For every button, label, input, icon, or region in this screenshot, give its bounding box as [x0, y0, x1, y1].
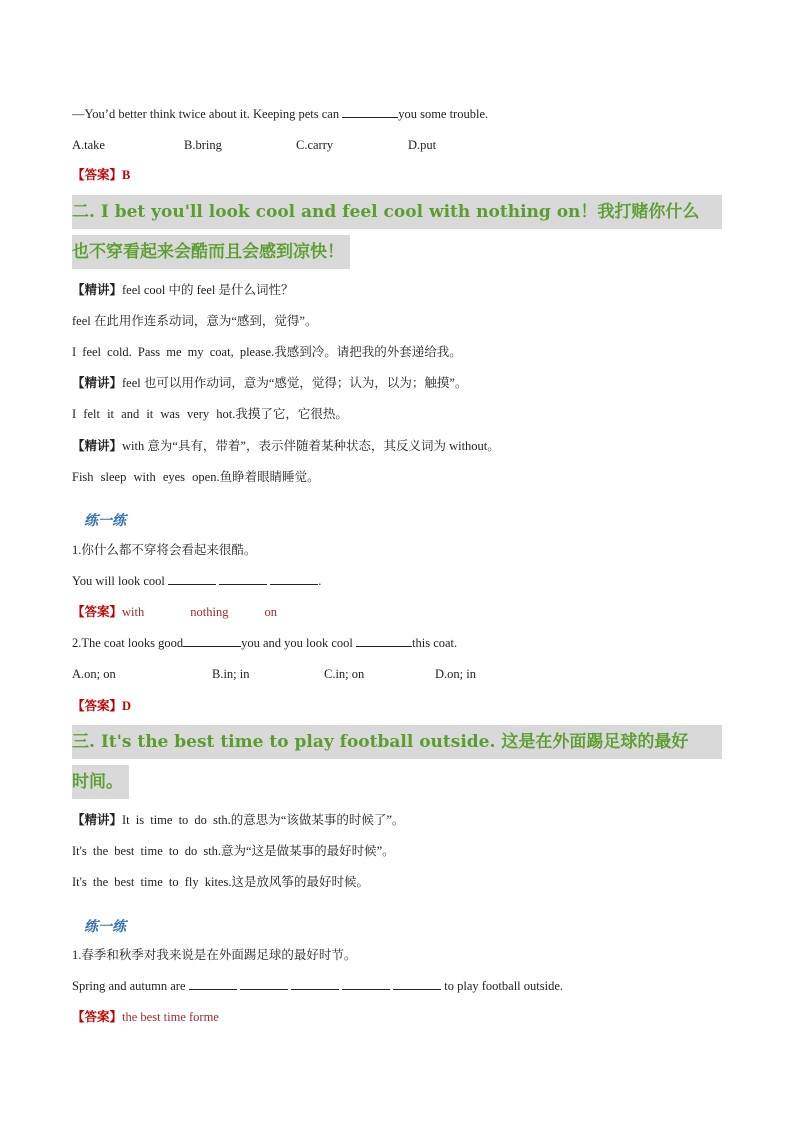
- answer-line: [72, 1009, 219, 1025]
- heading-line-2: 时间。: [72, 772, 123, 792]
- note-line: [72, 843, 395, 859]
- answer-value: with: [122, 605, 145, 619]
- note-line: [72, 874, 369, 890]
- answer-line: [72, 698, 131, 714]
- answer-tag: 【答案】: [72, 168, 123, 182]
- section-heading-3: [72, 725, 722, 759]
- answer-tag: 【答案】: [72, 605, 123, 619]
- option-d: D.put: [408, 138, 437, 152]
- option-d: D.on; in: [435, 667, 476, 681]
- section-heading-2: [72, 195, 722, 229]
- heading-line-1: 二. I bet you'll look cool and feel cool with nothing on！我打赌你什么: [72, 202, 700, 222]
- note-line: [72, 469, 320, 485]
- note-text: I felt it and it was very hot.我摸了它，它很热。: [72, 407, 348, 421]
- note-text: I feel cold. Pass me my coat, please.我感到冷。请把我的外套递给我。: [72, 345, 462, 359]
- answer-blank: [240, 978, 288, 990]
- prompt-text-after: this coat.: [412, 636, 458, 650]
- practice-en-text: You will look cool: [72, 574, 168, 588]
- note-line: [72, 812, 404, 828]
- prompt-text-after: you some trouble.: [398, 107, 489, 121]
- practice-cn: 1.你什么都不穿将会看起来很酷。: [72, 543, 257, 557]
- note-line: [72, 375, 467, 391]
- answer-line: [72, 167, 130, 183]
- note-line: [72, 282, 294, 298]
- answer-blank: [342, 106, 398, 118]
- answer-blank: [356, 635, 412, 647]
- answer-value: D: [122, 699, 132, 713]
- answer-line: [72, 604, 277, 620]
- option-c: C.carry: [296, 138, 334, 152]
- answer-blank: [342, 978, 390, 990]
- note-line: [72, 438, 500, 454]
- note-line: [72, 406, 348, 422]
- answer-blank: [183, 635, 241, 647]
- note-text: Fish sleep with eyes open.鱼睁着眼睛睡觉。: [72, 470, 320, 484]
- answer-tag: 【答案】: [72, 699, 123, 713]
- practice-en-text: Spring and autumn are: [72, 979, 189, 993]
- prompt-text: 2.The coat looks good: [72, 636, 184, 650]
- option-a: A.take: [72, 138, 105, 152]
- answer-blank: [393, 978, 441, 990]
- prompt-text-mid: you and you look cool: [241, 636, 357, 650]
- answer-blank: [291, 978, 339, 990]
- note-line: [72, 344, 462, 360]
- answer-tag: 【答案】: [72, 1010, 123, 1024]
- answer-blank: [189, 978, 237, 990]
- practice-en: [72, 978, 563, 994]
- practice-title: 练一练: [84, 513, 126, 529]
- note-tag: 【精讲】: [72, 376, 123, 390]
- answer-value: nothing: [190, 605, 229, 619]
- option-a: A.on; on: [72, 667, 116, 681]
- note-text: It is time to do sth.的意思为“该做某事的时候了”。: [122, 813, 405, 827]
- section-heading-3-cont: [72, 765, 129, 799]
- note-text: feel cool 中的 feel 是什么词性？: [122, 283, 294, 297]
- note-tag: 【精讲】: [72, 439, 123, 453]
- answer-value: on: [264, 605, 277, 619]
- practice-question-2: [72, 635, 457, 651]
- practice-cn: 1.春季和秋季对我来说是在外面踢足球的最好时节。: [72, 948, 357, 962]
- heading-line-1: 三. It's the best time to play football outside. 这是在外面踢足球的最好: [72, 732, 689, 752]
- option-b: B.bring: [184, 138, 222, 152]
- answer-value: B: [122, 168, 131, 182]
- option-b: B.in; in: [212, 667, 250, 681]
- practice-en-text-after: to play football outside.: [441, 979, 563, 993]
- note-text: feel 也可以用作动词，意为“感觉，觉得；认为，以为；触摸”。: [122, 376, 468, 390]
- note-text: It's the best time to do sth.意为“这是做某事的最好时候”。: [72, 844, 395, 858]
- practice-title: 练一练: [84, 919, 126, 935]
- prompt-text: —You’d better think twice about it. Keeping pets can: [72, 107, 343, 121]
- section-heading-2-cont: [72, 235, 350, 269]
- note-text: It's the best time to fly kites.这是放风筝的最好时候。: [72, 875, 369, 889]
- note-tag: 【精讲】: [72, 813, 123, 827]
- note-tag: 【精讲】: [72, 283, 123, 297]
- answer-blank: [270, 573, 318, 585]
- note-line: [72, 313, 317, 329]
- note-text: with 意为“具有，带着”，表示伴随着某种状态，其反义词为 without。: [122, 439, 500, 453]
- answer-value: the best time forme: [122, 1010, 219, 1024]
- question-prompt: [72, 106, 488, 122]
- practice-en: You will look cool .: [72, 574, 322, 588]
- answer-blank: [219, 573, 267, 585]
- option-c: C.in; on: [324, 667, 365, 681]
- note-text: feel 在此用作连系动词，意为“感到，觉得”。: [72, 314, 318, 328]
- heading-line-2: 也不穿看起来会酷而且会感到凉快！: [72, 242, 344, 262]
- answer-blank: [168, 573, 216, 585]
